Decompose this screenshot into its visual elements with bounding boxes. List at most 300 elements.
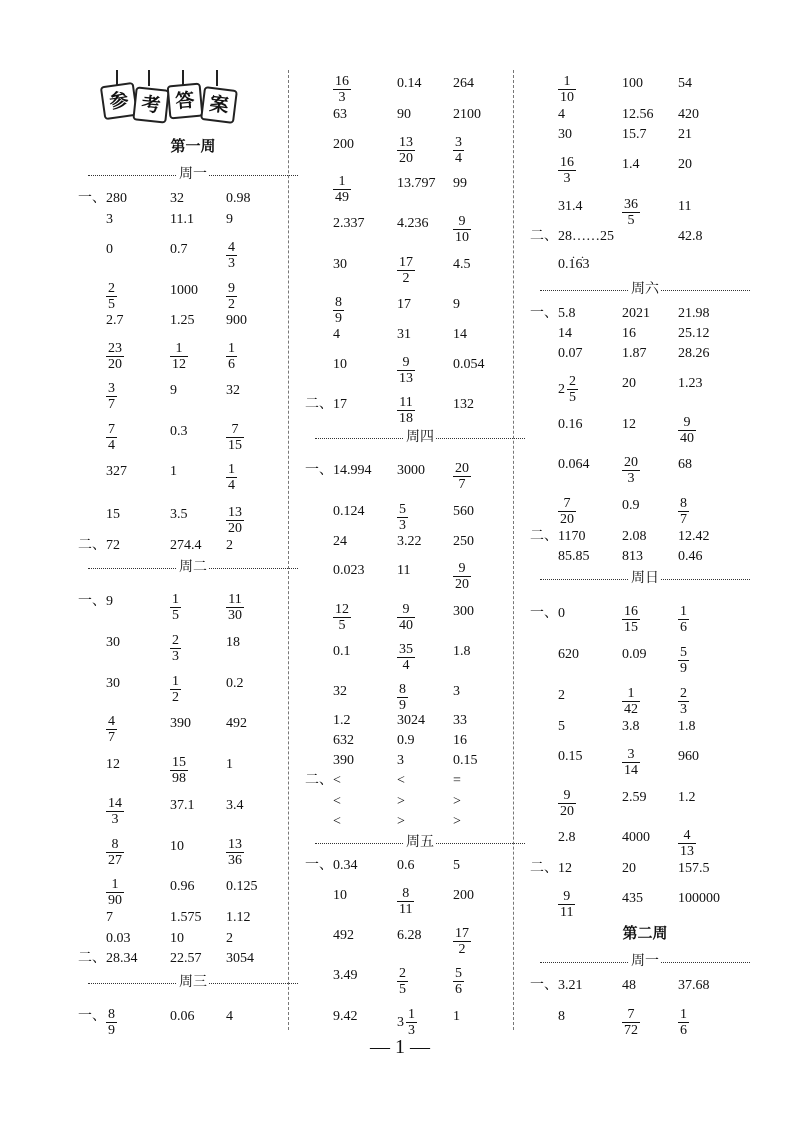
numerator: 1 (228, 462, 235, 477)
numerator: 23 (108, 341, 122, 356)
answer-cell: 1.2 (678, 790, 696, 805)
answer-cell: 72 (106, 538, 120, 553)
answer-cell: 100000 (678, 891, 720, 906)
fraction (106, 837, 124, 868)
denominator: 7 (108, 397, 115, 412)
fraction (397, 642, 415, 673)
answer-cell (558, 74, 576, 105)
answer-row (305, 325, 535, 345)
answer-cell (226, 422, 244, 453)
banner-char: 答 (167, 83, 204, 120)
answer-cell (226, 240, 237, 271)
numerator: 4 (678, 828, 696, 844)
answer-cell (622, 604, 640, 635)
fraction (226, 462, 237, 493)
answer-cell: 32 (333, 684, 347, 699)
answer-row (305, 561, 535, 592)
question-number: 一、 (78, 1009, 106, 1024)
answer-row (305, 642, 535, 673)
answer-cell: 9 (453, 297, 460, 312)
answer-cell: 0.124 (333, 504, 365, 519)
answer-cell: 0.1 (333, 644, 351, 659)
fraction (678, 496, 689, 527)
answer-column-3 (530, 0, 760, 1122)
answer-cell: 32 (226, 383, 240, 398)
denominator: 7 (680, 512, 687, 527)
denominator: 12 (172, 357, 186, 372)
numerator: 13 (399, 135, 413, 150)
repeat-dot: . (572, 247, 575, 261)
fraction (333, 295, 344, 326)
answer-cell: 560 (453, 504, 474, 519)
answer-row (530, 976, 760, 996)
fraction (678, 828, 696, 859)
fraction (622, 1007, 640, 1038)
fraction (397, 395, 415, 426)
question-number: 一、 (78, 594, 106, 609)
answer-cell (170, 341, 188, 372)
fraction (678, 415, 696, 446)
answer-row (78, 311, 308, 331)
answer-cell (170, 674, 181, 705)
denominator: 4 (402, 658, 410, 673)
denominator: 3 (338, 90, 346, 105)
answer-cell (397, 255, 415, 286)
fraction (453, 214, 471, 245)
answer-row (530, 1007, 760, 1038)
answer-cell: 20 (622, 861, 636, 876)
answer-cell: 200 (453, 888, 474, 903)
answer-cell (622, 197, 640, 228)
answer-cell: 17 (333, 397, 347, 412)
answer-row (78, 341, 308, 372)
answer-cell: 6.28 (397, 928, 422, 943)
answer-cell: 13.797 (397, 176, 436, 191)
question-number: 二、 (305, 773, 333, 788)
numerator: 1 (680, 604, 687, 619)
fraction (106, 341, 124, 372)
answer-cell (453, 214, 471, 245)
answer-cell (558, 889, 575, 920)
denominator: 11 (399, 902, 413, 917)
banner-char: 考 (132, 86, 169, 123)
denominator: 40 (399, 618, 413, 633)
question-number: 二、 (78, 538, 106, 553)
answer-cell: 390 (333, 753, 354, 768)
numerator: 35 (399, 642, 413, 657)
answer-cell (397, 682, 408, 713)
answer-cell: 3.49 (333, 968, 358, 983)
answer-cell (106, 341, 124, 372)
day-label: 周六 (631, 282, 659, 297)
answer-cell: 0.46 (678, 549, 703, 564)
answer-cell: 0.03 (106, 931, 131, 946)
answer-row (78, 210, 308, 230)
answer-row (530, 547, 760, 567)
question-number: 一、 (530, 606, 558, 621)
answer-row (530, 304, 760, 324)
answer-cell: 16 (453, 733, 467, 748)
answer-cell: > (453, 794, 461, 809)
answer-cell: 1000 (170, 283, 198, 298)
answer-cell: 3 (453, 684, 460, 699)
answer-cell: 20 (678, 157, 692, 172)
fraction (106, 796, 124, 827)
answer-cell: 11 (678, 199, 692, 214)
answer-row (78, 674, 308, 705)
answer-cell: 5 (453, 858, 460, 873)
denominator: 4 (228, 478, 235, 493)
answer-cell: 0.125 (226, 879, 258, 894)
day-separator (530, 569, 760, 589)
day-label: 周日 (631, 571, 659, 586)
fraction (558, 496, 576, 527)
answer-cell (397, 502, 408, 533)
numerator: 8 (108, 1007, 115, 1022)
answer-cell: 2.59 (622, 790, 647, 805)
answer-row (78, 422, 308, 453)
denominator: 3 (408, 1023, 415, 1038)
answer-cell: 0 (558, 606, 565, 621)
answer-cell: < (333, 794, 341, 809)
day-label: 周一 (179, 167, 207, 182)
denominator: 72 (624, 1023, 638, 1038)
answer-cell (106, 381, 117, 412)
answer-cell: 1.23 (678, 376, 703, 391)
fraction (170, 341, 188, 372)
answer-cell: 250 (453, 534, 474, 549)
fraction (453, 926, 471, 957)
answer-cell: < (333, 773, 341, 788)
answer-cell (333, 295, 344, 326)
answer-cell: > (397, 794, 405, 809)
answer-cell: 300 (453, 604, 474, 619)
answer-row (78, 837, 308, 868)
answer-cell (558, 155, 576, 186)
fraction (226, 837, 244, 868)
answer-cell: 0.16 (558, 417, 583, 432)
numerator: 9 (453, 561, 471, 577)
numerator: 7 (226, 422, 244, 438)
answer-cell (106, 714, 117, 745)
numerator: 8 (399, 682, 406, 697)
answer-cell (106, 422, 117, 453)
answer-row (305, 105, 535, 125)
answer-cell (333, 174, 351, 205)
answer-cell: 31.4 (558, 199, 583, 214)
question-number: 一、 (78, 191, 106, 206)
numerator: 12 (335, 602, 349, 617)
numerator: 5 (455, 966, 462, 981)
answer-cell: 0.14 (397, 76, 422, 91)
answer-cell (678, 645, 689, 676)
numerator: 1 (333, 174, 351, 190)
answer-row (78, 189, 308, 209)
denominator: 3 (172, 649, 179, 664)
answer-cell (453, 561, 471, 592)
answer-cell: 1.575 (170, 910, 202, 925)
whole-part: 2 (558, 381, 565, 397)
answer-cell: 632 (333, 733, 354, 748)
answer-cell: 37.68 (678, 978, 710, 993)
answer-cell (106, 1007, 117, 1038)
denominator: 2 (458, 942, 466, 957)
repeat-dot: . (581, 247, 584, 261)
numerator: 1 (106, 877, 124, 893)
day-separator (305, 833, 535, 853)
denominator: 7 (458, 477, 466, 492)
numerator: 1 (408, 1007, 415, 1022)
answer-cell: 12 (622, 417, 636, 432)
answer-cell (558, 374, 578, 405)
answer-cell (558, 496, 576, 527)
denominator: 30 (228, 608, 242, 623)
answer-cell: 1 (453, 1009, 460, 1024)
answer-cell: 200 (333, 137, 354, 152)
answer-row (530, 197, 760, 228)
answer-cell: 1.12 (226, 910, 251, 925)
answer-cell: 3 (106, 212, 113, 227)
fraction (397, 135, 415, 166)
numerator: 2 (108, 281, 115, 296)
answer-cell (678, 604, 689, 635)
answer-row (530, 415, 760, 446)
answer-cell: 0.96 (170, 879, 195, 894)
answer-cell: 0.064 (558, 457, 590, 472)
day-separator (78, 165, 308, 185)
answer-row (78, 929, 308, 949)
answer-cell: 2.337 (333, 216, 365, 231)
answer-row (530, 645, 760, 676)
numerator: 7 (108, 422, 115, 437)
answer-row (530, 125, 760, 145)
answer-cell (106, 837, 124, 868)
answer-row (305, 602, 535, 633)
denominator: 6 (680, 620, 687, 635)
answer-cell: 10 (333, 888, 347, 903)
day-separator (305, 428, 535, 448)
numerator: 7 (622, 1007, 640, 1023)
fraction (106, 1007, 117, 1038)
answer-cell (678, 415, 696, 446)
denominator: 11 (560, 905, 574, 920)
fraction (397, 886, 414, 917)
denominator: 9 (399, 698, 406, 713)
fraction (106, 422, 117, 453)
answer-row (530, 889, 760, 920)
answer-row (305, 395, 535, 426)
answer-cell: 435 (622, 891, 643, 906)
answer-row (305, 682, 535, 713)
denominator: 2 (228, 297, 235, 312)
answer-cell: 10 (170, 839, 184, 854)
numerator: 3 (455, 135, 462, 150)
answer-cell (453, 135, 464, 166)
answer-cell: 620 (558, 647, 579, 662)
repeating-decimal: 0.163 (558, 257, 590, 272)
answer-cell: 280 (106, 191, 127, 206)
answer-row (305, 174, 535, 205)
answer-cell: 2 (226, 538, 233, 553)
answer-row (530, 859, 760, 879)
answer-row (78, 240, 308, 271)
fraction (453, 461, 471, 492)
fraction (333, 602, 351, 633)
answer-cell: 37.1 (170, 798, 195, 813)
answer-cell (397, 395, 415, 426)
numerator: 7 (558, 496, 576, 512)
denominator: 5 (172, 608, 179, 623)
answer-cell: 1 (226, 757, 233, 772)
denominator: 10 (560, 90, 574, 105)
answer-row (305, 255, 535, 286)
answer-cell: 20 (622, 376, 636, 391)
denominator: 36 (228, 853, 242, 868)
denominator: 5 (569, 390, 576, 405)
fraction (170, 674, 181, 705)
answer-cell (397, 135, 415, 166)
numerator: 2 (399, 966, 406, 981)
answer-row (78, 714, 308, 745)
numerator: 1 (172, 674, 179, 689)
answer-cell: 9 (170, 383, 177, 398)
answer-cell: 0.6 (397, 858, 415, 873)
answer-row (78, 281, 308, 312)
answer-cell: 15.7 (622, 127, 647, 142)
answer-column-2 (305, 0, 535, 1122)
denominator: 18 (399, 411, 413, 426)
denominator: 20 (455, 577, 469, 592)
answer-cell: 1.25 (170, 313, 195, 328)
answer-cell: 0.9 (397, 733, 415, 748)
answer-cell: 99 (453, 176, 467, 191)
day-separator (530, 952, 760, 972)
answer-cell: 5 (558, 719, 565, 734)
answer-cell: 2.8 (558, 830, 576, 845)
answer-row (305, 355, 535, 386)
answer-row (305, 135, 535, 166)
answer-cell (397, 642, 415, 673)
fraction (453, 561, 471, 592)
answer-cell (622, 455, 640, 486)
answer-cell: 10 (333, 357, 347, 372)
answer-cell: 0.023 (333, 563, 365, 578)
answer-cell: < (397, 773, 405, 788)
numerator: 2 (680, 686, 687, 701)
fraction (622, 686, 640, 717)
mixed-number (397, 1007, 417, 1038)
numerator: 36 (624, 197, 638, 212)
denominator: 42 (624, 702, 638, 717)
answer-cell (333, 74, 351, 105)
answer-row (530, 828, 760, 859)
answer-cell: 54 (678, 76, 692, 91)
denominator: 49 (335, 190, 349, 205)
answer-cell: 157.5 (678, 861, 710, 876)
fraction (397, 966, 408, 997)
answer-cell: 63 (333, 107, 347, 122)
numerator: 5 (399, 502, 406, 517)
answer-row (305, 731, 535, 751)
answer-cell: 9 (226, 212, 233, 227)
denominator: 6 (680, 1023, 687, 1038)
answer-row (305, 812, 535, 832)
answer-cell: 30 (558, 127, 572, 142)
answer-row (78, 877, 308, 908)
day-separator (530, 280, 760, 300)
answer-cell (622, 1007, 640, 1038)
denominator: 20 (228, 521, 242, 536)
fraction (397, 502, 408, 533)
answer-row (530, 374, 760, 405)
numerator: 2 (172, 633, 179, 648)
answer-row (78, 949, 308, 969)
numerator: 9 (228, 281, 235, 296)
denominator: 5 (627, 213, 635, 228)
answer-cell (558, 788, 576, 819)
answer-row (530, 455, 760, 486)
fraction (558, 155, 576, 186)
answer-row (530, 105, 760, 125)
fraction (170, 755, 188, 786)
answer-cell: 2 (226, 931, 233, 946)
answer-cell: 11 (397, 563, 411, 578)
fraction (622, 455, 640, 486)
answer-cell: 7 (106, 910, 113, 925)
fraction (170, 633, 181, 664)
answer-cell: 15 (106, 507, 120, 522)
denominator: 5 (108, 297, 115, 312)
answer-row (305, 751, 535, 771)
answer-cell: 900 (226, 313, 247, 328)
answer-cell: 132 (453, 397, 474, 412)
numerator: 16 (624, 604, 638, 619)
answer-row (305, 771, 535, 791)
answer-cell: 2 (558, 688, 565, 703)
denominator: 98 (172, 771, 186, 786)
answer-row (305, 461, 535, 492)
answer-cell: 12.42 (678, 529, 710, 544)
answer-cell: 2100 (453, 107, 481, 122)
day-label: 周五 (406, 835, 434, 850)
answer-cell: 14.994 (333, 463, 372, 478)
answer-cell: 492 (226, 716, 247, 731)
numerator: 20 (624, 455, 638, 470)
fraction (397, 255, 415, 286)
numerator: 5 (680, 645, 687, 660)
numerator: 20 (455, 461, 469, 476)
numerator: 9 (678, 415, 696, 431)
fraction (226, 240, 237, 271)
answer-row (78, 796, 308, 827)
answer-cell: 68 (678, 457, 692, 472)
answer-cell: 0.2 (226, 676, 244, 691)
denominator: 10 (455, 230, 469, 245)
numerator: 9 (453, 214, 471, 230)
fraction (333, 174, 351, 205)
fraction (106, 381, 117, 412)
answer-row (305, 886, 535, 917)
answer-cell: 0.98 (226, 191, 251, 206)
answer-row (530, 788, 760, 819)
denominator: 40 (680, 431, 694, 446)
answer-cell: 0 (106, 242, 113, 257)
denominator: 6 (228, 357, 235, 372)
answer-cell: 960 (678, 749, 699, 764)
answer-row (78, 1007, 308, 1038)
answer-cell: 12 (106, 757, 120, 772)
banner-char: 案 (200, 86, 238, 124)
